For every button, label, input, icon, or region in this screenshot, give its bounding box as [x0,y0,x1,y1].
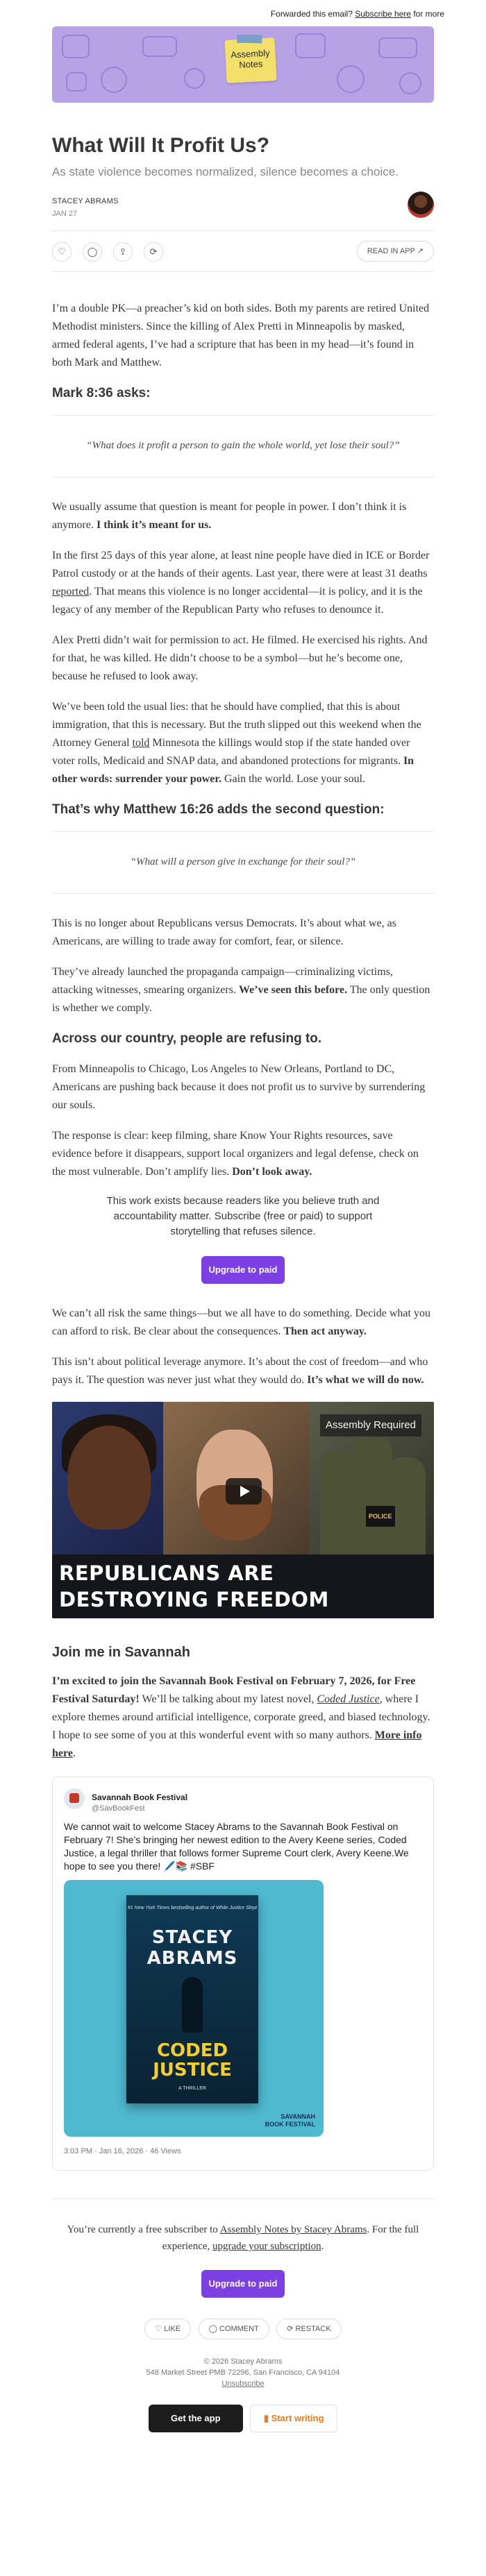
arrow-up-right-icon: ↗ [417,247,424,255]
forward-suffix: for more [413,9,444,19]
forward-text: Forwarded this email? [270,9,353,19]
paragraph [52,698,434,788]
doodle-icon [337,65,364,93]
byline [52,189,434,230]
bold-text: I’m excited to join the Savannah Book Festival on February 7, 2026, for Free Festival Saturday! [52,1675,416,1705]
start-writing-label: Start writing [271,2413,324,2423]
told-link[interactable]: told [132,737,150,749]
figure-silhouette [182,1977,203,2033]
embedded-tweet[interactable] [52,1777,434,2171]
copyright-block [52,2356,434,2389]
unsubscribe-link[interactable]: Unsubscribe [221,2380,265,2388]
festival-logo-line: BOOK FESTIVAL [265,2121,315,2128]
doodle-icon [399,72,421,94]
divider [52,415,434,416]
paragraph [52,547,434,619]
substack-icon: ▮ [263,2413,271,2423]
text: You’re currently a free subscriber to [67,2224,218,2235]
paragraph [52,963,434,1017]
paragraph: From Minneapolis to Chicago, Los Angeles to New Orleans, Portland to DC, Americans are pushing back because it does not profit us to survive by surrendering our souls. [52,1063,426,1111]
pull-quote: “What will a person give in exchange for their soul?” [130,856,356,867]
footer-actions [52,2319,434,2342]
text: The only question is whether we comply. [52,984,430,1014]
book-author-line: ABRAMS [146,1948,238,1969]
heart-icon[interactable]: ♡ [52,242,72,262]
share-icon[interactable]: ⇪ [113,242,133,262]
avatar [64,1788,85,1809]
doodle-icon [378,37,417,58]
book-subtitle: A THRILLER [178,2086,206,2091]
section-heading: Across our country, people are refusing to. [52,1031,322,1046]
divider [52,831,434,832]
text: . For the full experience, [162,2224,419,2252]
doodle-icon [101,67,127,93]
read-in-app-button[interactable] [357,241,434,262]
text: They’ve already launched the propaganda campaign—criminalizing victims, attacking witnesses, smearing organizers. [52,966,393,996]
text: We can’t all risk the same things—but we all have to do something. Decide what you can afford to risk. Be clear about the consequences. [52,1307,430,1337]
coded-justice-link[interactable]: Coded Justice [317,1693,380,1705]
text: We’ll be talking about my latest novel, [142,1693,315,1705]
subscription-note [52,2221,434,2255]
post-date: JAN 27 [52,210,78,218]
text: We usually assume that question is meant for people in power. I don’t think it is anymore. [52,501,407,531]
copyright: © 2026 Stacey Abrams [203,2357,283,2366]
bold-text: In other words: surrender your power. [52,755,414,785]
doodle-icon [62,35,90,58]
author-name[interactable]: STACEY ABRAMS [52,197,119,205]
bold-text: I think it’s meant for us. [96,519,212,531]
doodle-icon [66,72,87,92]
get-app-label: Get the app [171,2413,221,2423]
bold-text: Don’t look away. [232,1166,312,1178]
comment-button[interactable] [199,2319,269,2339]
tweet-header [64,1788,422,1816]
paragraph [52,1353,434,1389]
divider [52,893,434,894]
publication-link[interactable]: Assembly Notes by Stacey Abrams [219,2224,367,2235]
comment-icon: ◯ [208,2325,219,2333]
tweet-meta: 3:03 PM · Jan 16, 2026 · 46 Views [64,2147,181,2155]
text: In the first 25 days of this year alone, at least nine people have died in ICE or Border Patrol custody or at the hands of their agents. Last year, there were at least 31 deaths [52,550,430,579]
book-title-line: CODED [156,2040,228,2061]
play-icon[interactable] [226,1478,262,1505]
upgrade-to-paid-button[interactable]: Upgrade to paid [201,2270,285,2298]
subscribe-cta-text: This work exists because readers like you believe truth and accountability matter. Subscribe (free or paid) to support storytelling that refuses silence. [106,1195,380,1237]
like-label: LIKE [164,2325,181,2333]
bold-text: It’s what we will do now. [307,1374,424,1386]
post-body [52,300,434,2171]
reported-link[interactable]: reported [52,586,90,598]
read-in-app-label: READ IN APP [367,247,415,255]
video-title-line2: DESTROYING FREEDOM [59,1588,329,1611]
festival-logo-line: SAVANNAH [280,2113,315,2120]
book-author-line: STACEY [151,1927,233,1948]
post-subtitle: As state violence becomes normalized, silence becomes a choice. [52,165,399,178]
comment-label: COMMENT [219,2325,259,2333]
tweet-handle: @SavBookFest [92,1804,145,1813]
section-heading: Mark 8:36 asks: [52,386,151,400]
savannah-heading: Join me in Savannah [52,1645,190,1660]
comment-icon[interactable]: ◯ [83,242,102,262]
avatar[interactable] [408,192,434,218]
pull-quote: “What does it profit a person to gain the whole world, yet lose their soul?” [86,440,400,451]
doodle-icon [184,68,205,89]
paragraph [52,1672,434,1763]
app-buttons [52,2405,434,2432]
forward-bar [0,0,486,26]
logo-line1: Assembly [230,47,271,60]
bold-text: We’ve seen this before. [238,984,348,996]
footer [52,2198,434,2298]
paragraph [52,1127,434,1181]
upgrade-subscription-link[interactable]: upgrade your subscription [212,2241,321,2252]
post-actions-bar [52,230,434,272]
assembly-notes-logo [224,37,276,83]
tweet-image[interactable] [64,1880,324,2137]
heart-icon: ♡ [155,2325,165,2333]
video-panel-left [52,1402,163,1554]
book-author [126,1917,258,1969]
address: 548 Market Street PMB 72296, San Francisco, CA 94104 [146,2369,340,2377]
book-title [126,2041,258,2080]
festival-logo [265,2113,315,2128]
start-writing-button[interactable] [250,2405,337,2432]
text: Gain the world. Lose your soul. [224,773,366,785]
police-label: POLICE [366,1506,395,1527]
doodle-icon [295,33,326,58]
paragraph [52,1305,434,1341]
text: The response is clear: keep filming, share Know Your Rights resources, save evidence before it disappears, support local organizers and legal defense, check on the most vulnerable. Don’t amplify lies. [52,1130,419,1178]
text: . [72,1747,76,1759]
like-button[interactable] [144,2319,191,2339]
video-title-line1: REPUBLICANS ARE [59,1561,274,1585]
doodle-icon [142,36,177,57]
text: We’ve been told the usual lies: that he should have complied, that this is about immigration, that this is necessary. But the truth slipped out this weekend when the Attorney General [52,701,421,749]
video-thumbnail[interactable] [52,1402,434,1618]
publication-banner[interactable] [52,26,434,103]
paragraph [52,498,434,534]
paragraph: I’m a double PK—a preacher’s kid on both sides. Both my parents are retired United Methodist ministers. Since the killing of Alex Pretti in Minneapolis by masked, armed federal agents, I’ve had a scripture that has been in my head—it’s found in both Mark and Matthew. [52,303,430,368]
book-title-line: JUSTICE [153,2060,232,2081]
tweet-text: We cannot wait to welcome Stacey Abrams to the Savannah Book Festival on February 7! She’s bringing her newest edition to the Avery Keene series, Coded Justice, a legal thriller that follows former Supreme Court clerk, Avery Keene.We hope to see you there! 🖊️📚 #SBF [64,1821,409,1872]
video-title [52,1554,434,1618]
bold-text: Then act anyway. [283,1325,367,1337]
restack-button[interactable] [276,2319,341,2339]
text: This isn’t about political leverage anymore. It’s about the cost of freedom—and who pays it. The question was never just what they would do. [52,1356,428,1386]
upgrade-to-paid-button[interactable]: Upgrade to paid [201,1256,285,1284]
book-cover [126,1895,258,2103]
restack-label: RESTACK [295,2325,331,2333]
post-title[interactable]: What Will It Profit Us? [52,134,270,157]
subscribe-link[interactable]: Subscribe here [355,9,411,19]
book-blurb: #1 New York Times bestselling author of While Justice Slept [127,1906,258,1910]
get-the-app-button[interactable] [149,2405,243,2432]
paragraph: This is no longer about Republicans versus Democrats. It’s about what we, as Americans, are willing to trade away for comfort, fear, or silence. [52,917,396,947]
more-info-link[interactable]: More info here [52,1729,422,1759]
restack-icon[interactable]: ⟳ [144,242,163,262]
text: Minnesota the killings would stop if the state handed over voter rolls, Medicaid and SNAP data, and abandoned protections for migrants. [52,737,410,767]
tweet-author-name: Savannah Book Festival [92,1793,188,1802]
text: . [321,2241,324,2252]
text: . That means this violence is no longer accidental—it is policy, and it is the legacy of any member of the Republican Party who refuses to denounce it. [52,586,423,616]
text: , where I explore themes around artificial intelligence, corporate greed, and biased technology. I hope to see some of you at this wonderful event with so many authors. [52,1693,430,1741]
video-badge: Assembly Required [320,1414,421,1437]
section-heading: That’s why Matthew 16:26 adds the second question: [52,802,385,817]
paragraph: Alex Pretti didn’t wait for permission to act. He filmed. He exercised his rights. And for that, he was killed. He didn’t choose to be a symbol—but he’s become one, because he refused to look away. [52,634,428,682]
logo-line2: Notes [238,58,263,70]
restack-icon: ⟳ [287,2325,296,2333]
